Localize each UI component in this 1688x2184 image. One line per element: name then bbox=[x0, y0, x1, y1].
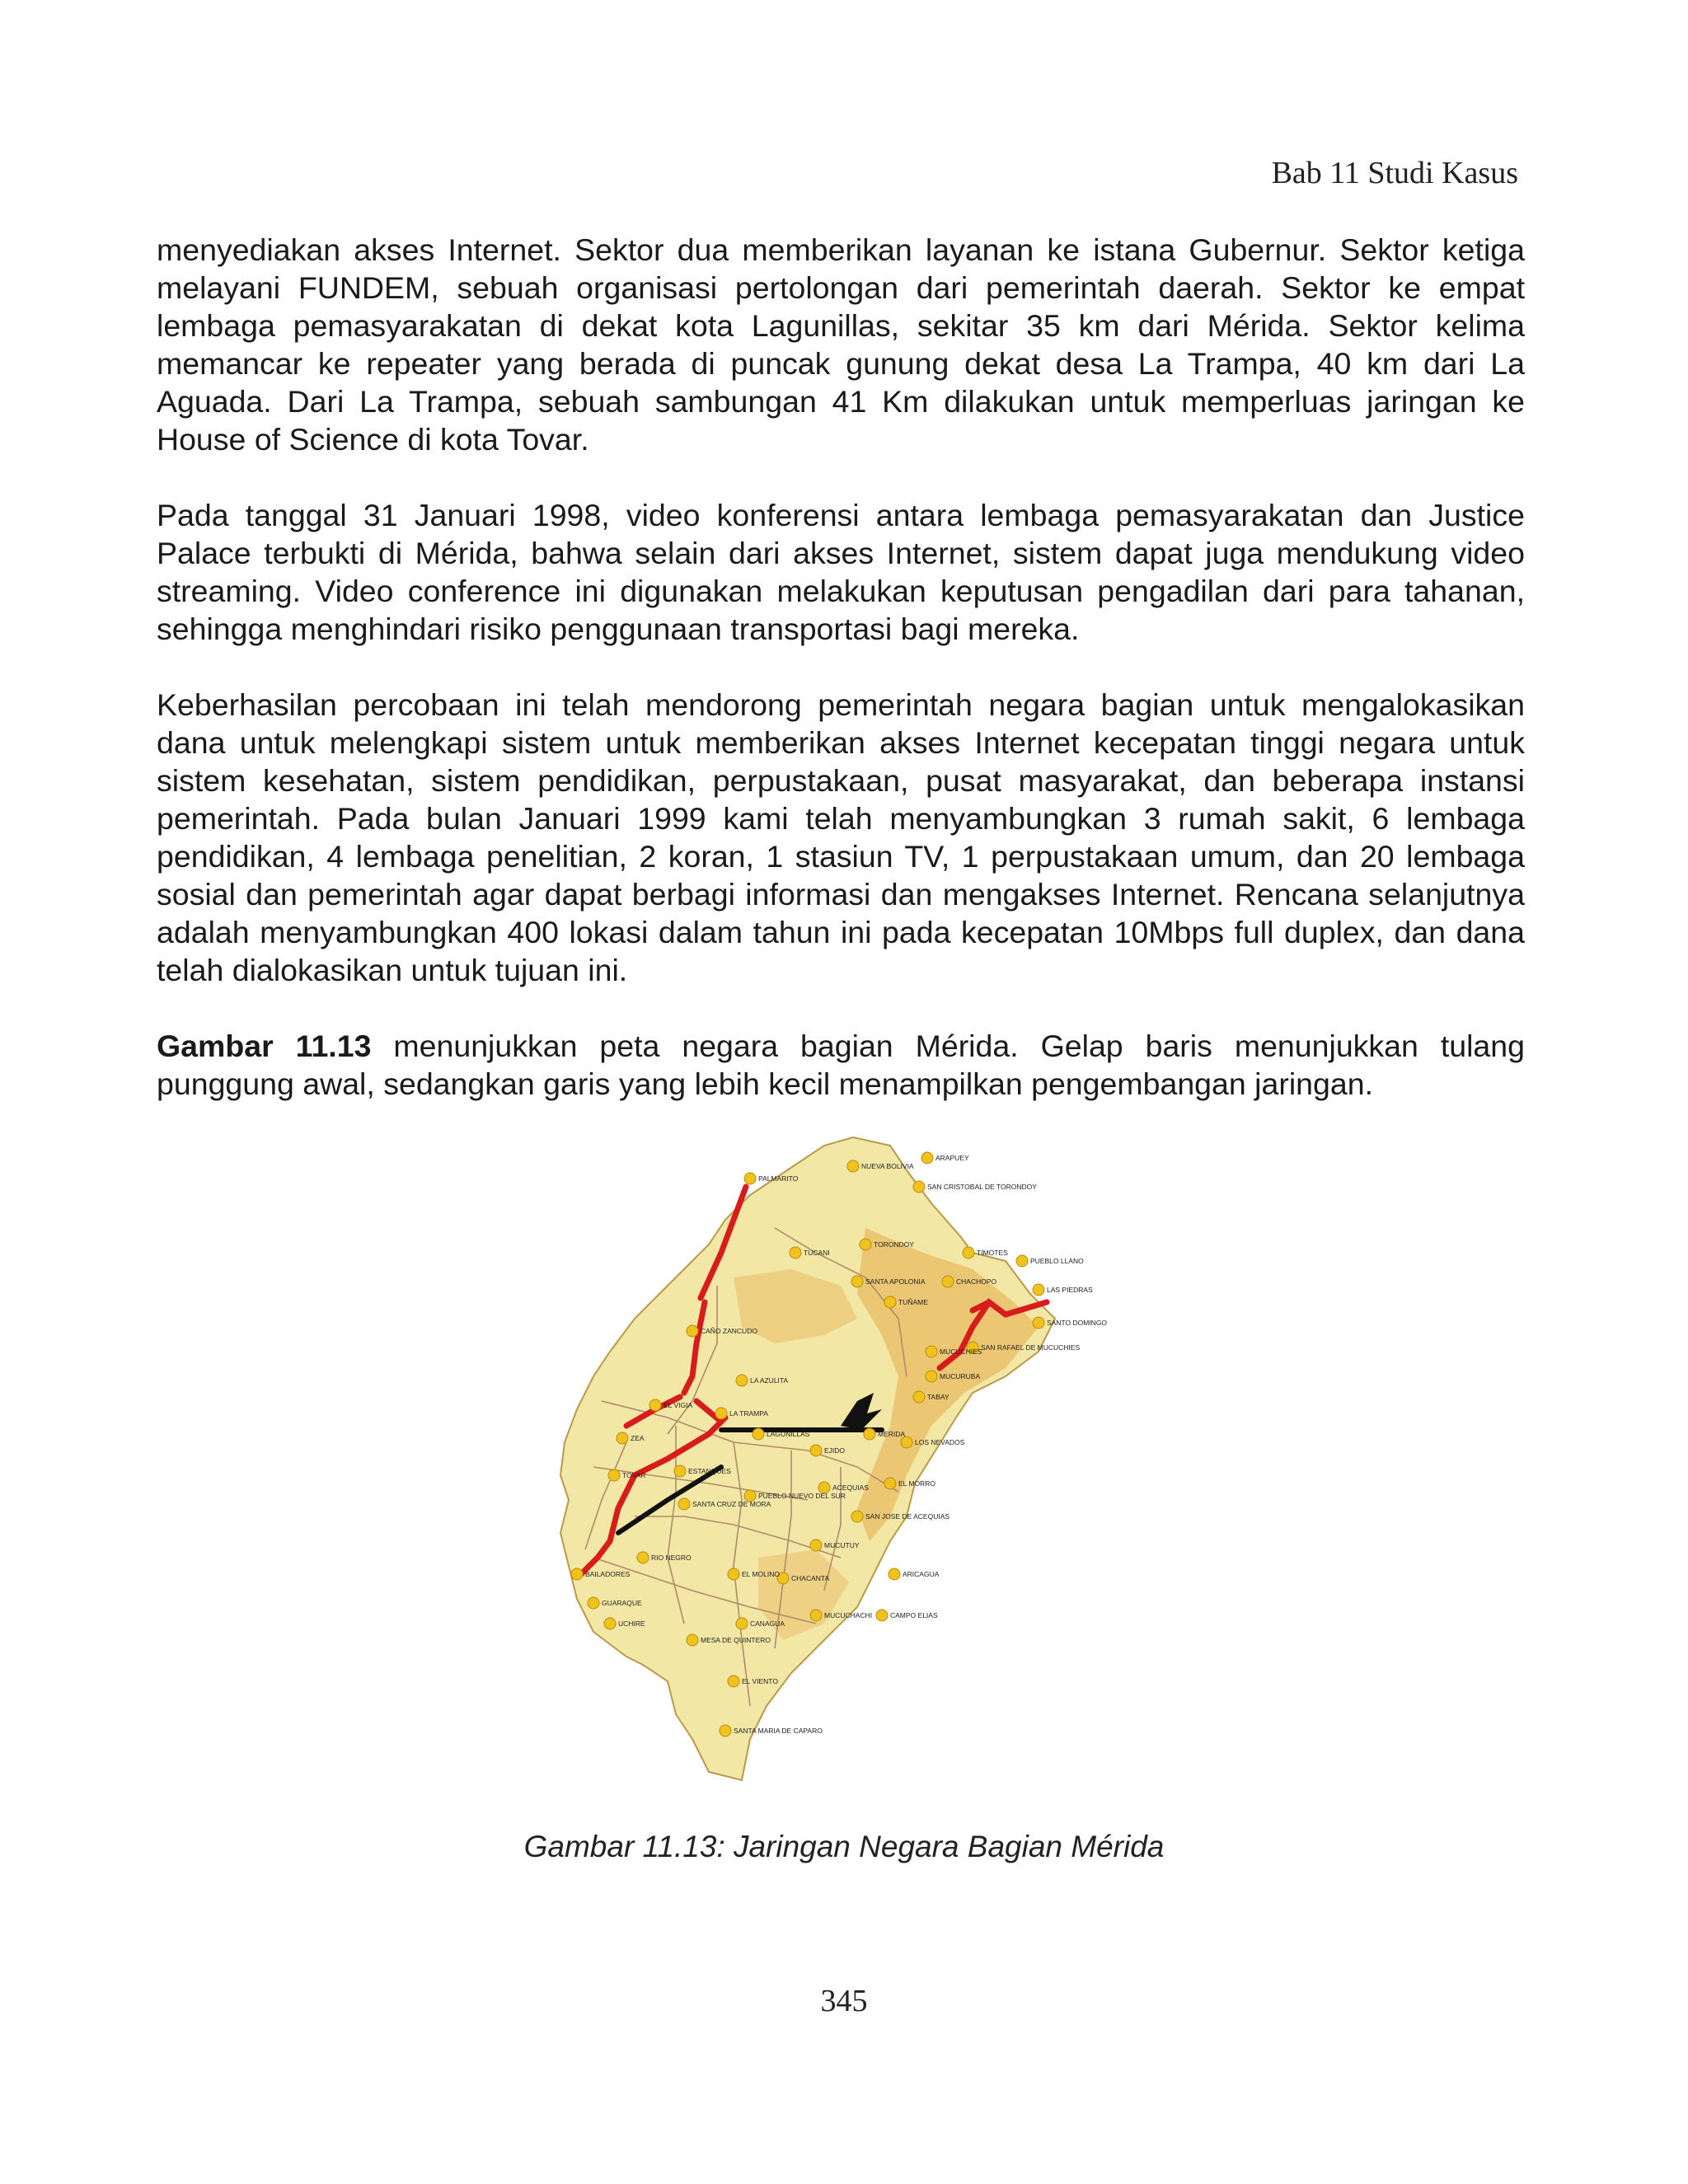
town-marker bbox=[588, 1597, 599, 1609]
town-label: ARAPUEY bbox=[935, 1154, 969, 1162]
town-label: EL MOLINO bbox=[742, 1570, 780, 1578]
town-label: EL VIGIA bbox=[663, 1401, 693, 1409]
town-marker bbox=[678, 1498, 690, 1510]
town-marker bbox=[963, 1247, 974, 1258]
town-marker bbox=[884, 1296, 896, 1308]
town-marker bbox=[901, 1436, 912, 1448]
town-marker bbox=[744, 1173, 756, 1184]
page-number: 345 bbox=[820, 1984, 868, 2018]
town-label: MUCUCHACHI bbox=[824, 1611, 873, 1619]
town-label: ACEQUIAS bbox=[832, 1483, 869, 1492]
figure-caption: Gambar 11.13: Jaringan Negara Bagian Mérida bbox=[523, 1830, 1165, 1863]
town-label: PUEBLO LLANO bbox=[1030, 1257, 1084, 1265]
paragraph-4 bbox=[157, 1027, 1525, 1103]
merida-network-map bbox=[544, 1129, 1154, 1788]
town-marker bbox=[687, 1325, 698, 1337]
town-marker bbox=[864, 1428, 875, 1440]
paragraph-2: Pada tanggal 31 Januari 1998, video konferensi antara lembaga pemasyarakatan dan Justice Palace terbukti di Mérida, bahwa selain dari akses Internet, sistem dapat juga mendukung video streaming. Video conference ini digunakan melakukan keputusan pengadilan dari para tahanan, sehingga menghindari risiko penggunaan transportasi bagi mereka. bbox=[157, 498, 1525, 646]
town-label: SANTA APOLONIA bbox=[865, 1277, 926, 1286]
town-label: UCHIRE bbox=[618, 1619, 645, 1628]
town-label: SAN CRISTOBAL DE TORONDOY bbox=[927, 1183, 1037, 1191]
paragraph-4-text: menunjukkan peta negara bagian Mérida. Gelap baris menunjukkan tulang punggung awal, sedangkan garis yang lebih kecil menampilkan pengembangan jaringan. bbox=[157, 1029, 1526, 1101]
town-label: RIO NEGRO bbox=[651, 1554, 692, 1562]
town-label: CAÑO ZANCUDO bbox=[701, 1327, 757, 1335]
running-header: Bab 11 Studi Kasus bbox=[1271, 156, 1518, 190]
town-marker bbox=[810, 1540, 822, 1551]
town-marker bbox=[942, 1276, 954, 1287]
town-label: SAN JOSE DE ACEQUIAS bbox=[865, 1512, 950, 1521]
town-label: MUCURUBA bbox=[940, 1372, 981, 1380]
town-label: MESA DE QUINTERO bbox=[701, 1636, 771, 1644]
town-marker bbox=[876, 1610, 888, 1621]
town-marker bbox=[851, 1276, 863, 1287]
town-marker bbox=[687, 1634, 698, 1646]
town-label: TORONDOY bbox=[874, 1240, 914, 1249]
town-marker bbox=[810, 1610, 822, 1621]
town-label: BAILADORES bbox=[585, 1570, 631, 1578]
town-label: MERIDA bbox=[878, 1430, 906, 1438]
town-marker bbox=[674, 1465, 686, 1477]
town-label: CHACHOPO bbox=[956, 1277, 997, 1286]
town-marker bbox=[851, 1511, 863, 1522]
town-marker bbox=[617, 1432, 628, 1444]
town-marker bbox=[753, 1428, 764, 1440]
town-label: EL VIENTO bbox=[742, 1677, 778, 1685]
town-label: MUCUCHIES bbox=[940, 1347, 982, 1356]
paragraph-1: menyediakan akses Internet. Sektor dua memberikan layanan ke istana Gubernur. Sektor ketiga melayani FUNDEM, sebuah organisasi pertolongan dari pemerintah daerah. Sektor ke empat lembaga pemasyarakatan di dekat kota Lagunillas, sekitar 35 km dari Mérida. Sektor kelima memancar ke repeater yang berada di puncak gunung dekat desa La Trampa, 40 km dari La Aguada. Dari La Trampa, sebuah sambungan 41 Km dilakukan untuk memperluas jaringan ke House of Science di kota Tovar. bbox=[157, 232, 1525, 457]
town-marker bbox=[608, 1469, 620, 1481]
town-label: EL MORRO bbox=[898, 1479, 936, 1488]
town-label: LA AZULITA bbox=[750, 1376, 789, 1385]
town-marker bbox=[1033, 1317, 1044, 1329]
town-label: PALMARITO bbox=[758, 1174, 799, 1183]
town-label: SANTO DOMINGO bbox=[1047, 1319, 1108, 1327]
town-label: SANTA CRUZ DE MORA bbox=[692, 1500, 771, 1508]
town-label: LAGUNILLAS bbox=[767, 1430, 810, 1438]
town-marker bbox=[715, 1408, 727, 1419]
town-marker bbox=[790, 1247, 801, 1258]
town-marker bbox=[913, 1181, 925, 1193]
paragraph-3: Keberhasilan percobaan ini telah mendorong pemerintah negara bagian untuk mengalokasikan dana untuk melengkapi sistem untuk memberikan akses Internet kecepatan tinggi negara untuk sistem kesehatan, sistem pendidikan, perpustakaan, pusat masyarakat, dan beberapa instansi pemerintah. Pada bulan Januari 1999 kami telah menyambungkan 3 rumah sakit, 6 lembaga pendidikan, 4 lembaga penelitian, 2 koran, 1 stasiun TV, 1 perpustakaan umum, dan 20 lembaga sosial dan pemerintah agar dapat berbagi informasi dan mengakses Internet. Rencana selanjutnya adalah menyambungkan 400 lokasi dalam tahun ini pada kecepatan 10Mbps full duplex, dan dana telah dialokasikan untuk tujuan ini. bbox=[157, 687, 1525, 987]
town-marker bbox=[637, 1552, 649, 1563]
town-marker bbox=[736, 1618, 748, 1629]
town-marker bbox=[889, 1568, 900, 1580]
town-marker bbox=[728, 1675, 739, 1687]
town-marker bbox=[571, 1568, 583, 1580]
town-marker bbox=[847, 1160, 859, 1172]
town-label: TUÑAME bbox=[898, 1298, 928, 1306]
town-label: PUEBLO NUEVO DEL SUR bbox=[758, 1492, 846, 1500]
town-label: TOVAR bbox=[622, 1471, 646, 1479]
map-illustration bbox=[544, 1129, 1154, 1788]
town-label: GUARAQUE bbox=[602, 1599, 642, 1607]
town-label: ZEA bbox=[631, 1434, 645, 1442]
town-label: LAS PIEDRAS bbox=[1047, 1286, 1093, 1294]
town-marker bbox=[728, 1568, 739, 1580]
town-marker bbox=[810, 1445, 822, 1456]
town-marker bbox=[720, 1725, 731, 1736]
town-marker bbox=[921, 1152, 933, 1164]
town-marker bbox=[1033, 1284, 1044, 1296]
town-marker bbox=[604, 1618, 616, 1629]
town-marker bbox=[926, 1346, 937, 1357]
town-label: TIMOTES bbox=[977, 1249, 1008, 1257]
town-label: ARICAGUA bbox=[903, 1570, 940, 1578]
town-label: CHACANTA bbox=[791, 1574, 830, 1582]
town-label: NUEVA BOLIVIA bbox=[861, 1162, 914, 1170]
town-label: EJIDO bbox=[824, 1446, 846, 1455]
town-marker bbox=[1016, 1255, 1028, 1267]
town-label: LA TRAMPA bbox=[729, 1409, 768, 1418]
town-label: LOS NEVADOS bbox=[915, 1438, 965, 1446]
town-marker bbox=[860, 1239, 871, 1250]
town-label: MUCUTUY bbox=[824, 1541, 860, 1549]
town-label: SANTA MARIA DE CAPARO bbox=[734, 1727, 823, 1735]
town-marker bbox=[649, 1399, 661, 1411]
town-marker bbox=[736, 1375, 748, 1386]
town-marker bbox=[926, 1371, 937, 1382]
town-marker bbox=[913, 1391, 925, 1403]
town-label: CAMPO ELIAS bbox=[890, 1611, 938, 1619]
town-label: CANAGUA bbox=[750, 1619, 785, 1628]
state-outline bbox=[560, 1137, 1055, 1780]
town-label: TUCANI bbox=[804, 1249, 830, 1257]
town-label: ESTANQUES bbox=[688, 1467, 731, 1475]
town-marker bbox=[884, 1478, 896, 1489]
figure-reference: Gambar 11.13 bbox=[157, 1029, 372, 1063]
town-label: SAN RAFAEL DE MUCUCHIES bbox=[981, 1343, 1081, 1352]
town-label: TABAY bbox=[927, 1393, 950, 1401]
body-text bbox=[157, 231, 1525, 1103]
